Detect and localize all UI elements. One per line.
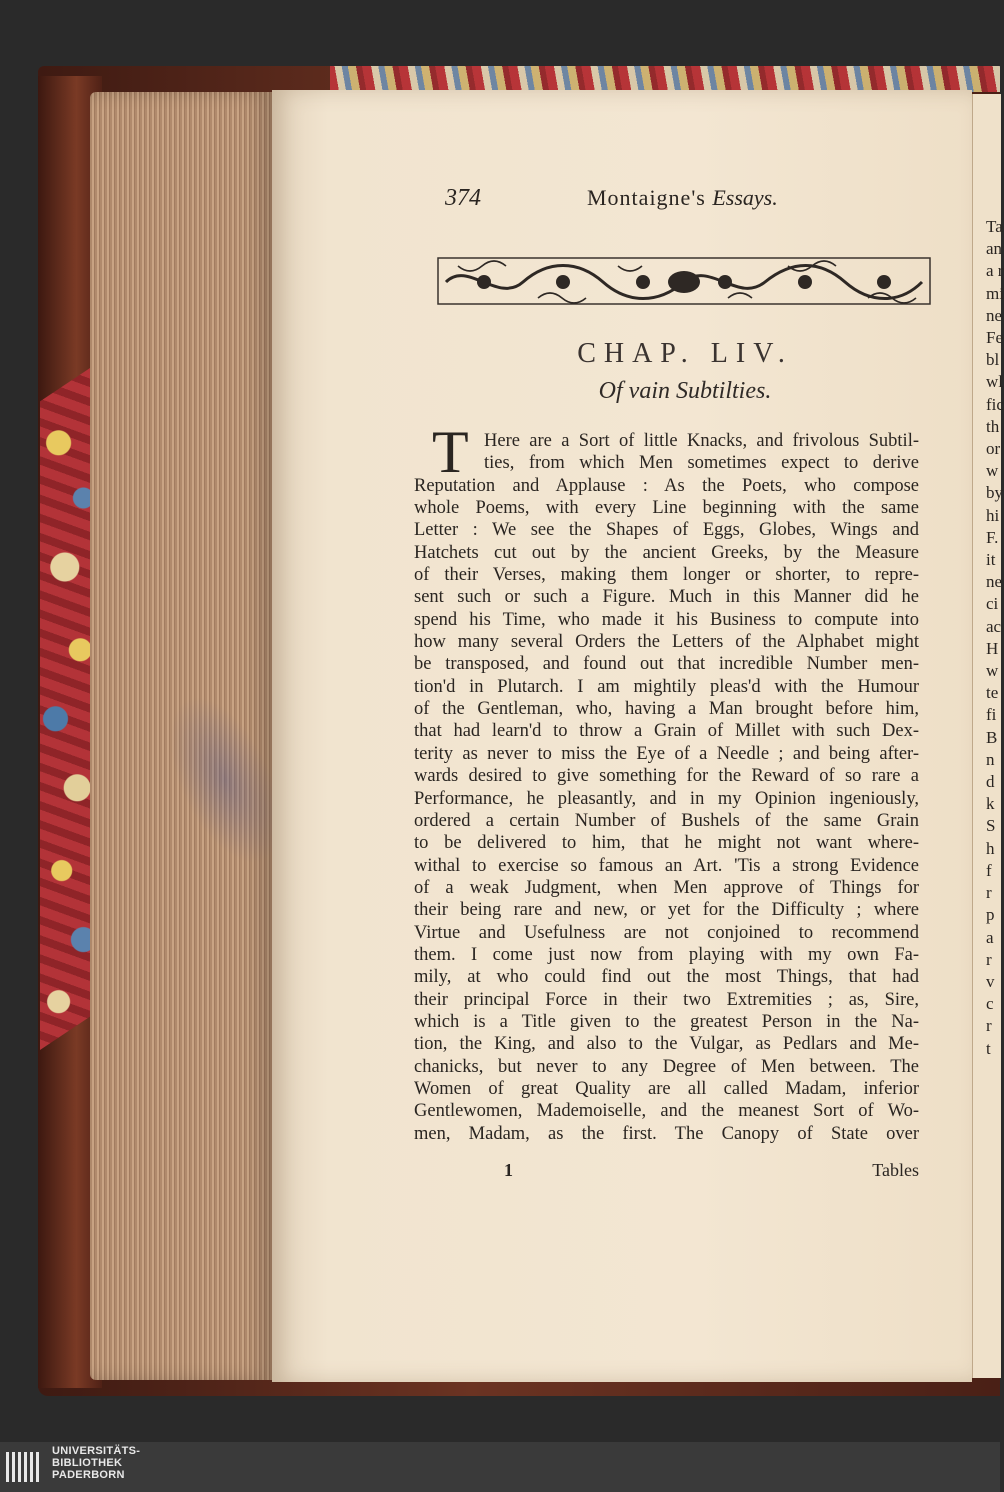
text-line: which is a Title given to the greatest Person in the Na- xyxy=(414,1011,919,1032)
facing-page-fragment: n xyxy=(986,749,995,769)
facing-page-fragment: r xyxy=(986,1016,992,1036)
facing-page-fragment: w xyxy=(986,661,999,681)
facing-page-fragment: r xyxy=(986,949,992,969)
facing-page-fragment: Fe xyxy=(986,328,1003,348)
text-line: Gentlewomen, Mademoiselle, and the meanest Sort of Wo- xyxy=(414,1101,919,1122)
library-name-line1: UNIVERSITÄTS- xyxy=(52,1445,141,1457)
facing-page-fragment: te xyxy=(986,683,999,703)
library-name-line3: PADERBORN xyxy=(52,1469,125,1481)
facing-page-fragment: ci xyxy=(986,594,999,614)
library-name xyxy=(52,1445,140,1481)
library-logo-icon xyxy=(6,1448,46,1486)
text-line: ties, from which Men sometimes expect to derive xyxy=(484,453,919,474)
facing-page-fragment: k xyxy=(986,794,995,814)
facing-page-fragment: t xyxy=(986,1038,991,1058)
facing-page-edge xyxy=(972,94,1004,1378)
facing-page-fragment: F. xyxy=(986,527,999,547)
drop-capital: T xyxy=(432,419,469,485)
text-line: Reputation and Applause : As the Poets, who compose xyxy=(414,475,919,496)
facing-page-fragment: c xyxy=(986,994,994,1014)
facing-page-fragment: it xyxy=(986,550,996,570)
text-line: tion'd in Plutarch. I am mightily pleas'd with the Humour xyxy=(414,676,919,697)
facing-page-fragment: hi xyxy=(986,505,1000,525)
text-line: Performance, he pleasantly, and in my Opinion ingeniously, xyxy=(414,788,919,809)
text-line: terity as never to miss the Eye of a Needle ; and being after- xyxy=(414,743,919,764)
facing-page-fragment: S xyxy=(986,816,996,836)
text-line: spend his Time, who made it his Business to compute into xyxy=(414,609,919,630)
text-line: to be delivered to him, that he might not want where- xyxy=(414,833,919,854)
signature-mark: 1 xyxy=(504,1160,513,1180)
chapter-title: Of vain Subtilties. xyxy=(598,378,772,404)
facing-page-fragment: w xyxy=(986,461,999,481)
facing-page-fragment: ne xyxy=(986,572,1003,592)
running-title xyxy=(587,185,778,211)
facing-page-fragment: ac xyxy=(986,616,1002,636)
facing-page-fragment: h xyxy=(986,838,995,858)
facing-page-fragment: fic xyxy=(986,394,1004,414)
facing-page-fragment: or xyxy=(986,439,1001,459)
facing-page-fragment: wl xyxy=(986,372,1003,392)
facing-page-fragment: r xyxy=(986,883,992,903)
page-number: 374 xyxy=(445,185,481,211)
facing-page-fragment: f xyxy=(986,860,992,880)
facing-page-fragment: v xyxy=(986,971,995,991)
facing-page-fragment: bl xyxy=(986,350,1000,370)
facing-page-fragment: by xyxy=(986,483,1003,503)
text-line: their principal Force in their two Extremities ; as, Sire, xyxy=(414,989,919,1010)
running-title-author: Montaigne's xyxy=(587,185,706,210)
catchword: Tables xyxy=(872,1160,919,1180)
facing-page-fragment: an xyxy=(986,239,1003,259)
text-line: Virtue and Usefulness are not conjoined to recommend xyxy=(414,922,919,943)
text-line: chanicks, but never to any Degree of Men between. The xyxy=(414,1056,919,1077)
text-line: wards desired to give something for the Reward of so rare a xyxy=(414,766,919,787)
text-line: sent such or such a Figure. Much in this Manner did he xyxy=(414,587,919,608)
text-line: of the Gentleman, who, having a Man brought before him, xyxy=(414,699,919,720)
facing-page-fragment: a xyxy=(986,927,994,947)
text-line: of their Verses, making them longer or shorter, to repre- xyxy=(414,565,919,586)
text-line: be transposed, and found out that incredible Number men- xyxy=(414,654,919,675)
text-line: ordered a certain Number of Bushels of the same Grain xyxy=(414,810,919,831)
text-line: whole Poems, with every Line beginning with the same xyxy=(414,498,919,519)
facing-page-fragment: H xyxy=(986,638,999,658)
facing-page-fragment: B xyxy=(986,727,998,747)
page-footer xyxy=(414,1160,919,1186)
running-header xyxy=(445,183,845,217)
text-line: of a weak Judgment, when Men approve of Things for xyxy=(414,877,919,898)
chapter-number: CHAP. LIV. xyxy=(577,338,793,369)
marbled-endpaper-top xyxy=(330,66,1000,92)
facing-page-fragments xyxy=(973,216,1004,1060)
text-line: Letter : We see the Shapes of Eggs, Globes, Wings and xyxy=(414,520,919,541)
facing-page-fragment: Ta xyxy=(986,217,1003,236)
library-name-line2: BIBLIOTHEK xyxy=(52,1457,123,1469)
headpiece-ornament xyxy=(438,252,930,310)
text-line: men, Madam, as the first. The Canopy of State over xyxy=(414,1123,919,1144)
facing-page-fragment: d xyxy=(986,772,995,792)
text-line: them. I come just now from playing with my own Fa- xyxy=(414,944,919,965)
facing-page-fragment: ne xyxy=(986,305,1003,325)
running-title-work: Essays. xyxy=(712,185,778,210)
facing-page-fragment: th xyxy=(986,416,1000,436)
text-line: their being rare and new, or yet for the Difficulty ; where xyxy=(414,900,919,921)
facing-page-fragment: fi xyxy=(986,705,997,725)
text-line: how many several Orders the Letters of the Alphabet might xyxy=(414,632,919,653)
facing-page-fragment: mi xyxy=(986,283,1004,303)
facing-page-fragment: a r xyxy=(986,261,1004,281)
text-line: withal to exercise so famous an Art. 'Tis a strong Evidence xyxy=(414,855,919,876)
body-text xyxy=(414,430,919,1145)
text-line: Women of great Quality are all called Madam, inferior xyxy=(414,1078,919,1099)
text-line: tion, the King, and also to the Vulgar, as Pedlars and Me- xyxy=(414,1034,919,1055)
facing-page-fragment: p xyxy=(986,905,995,925)
library-footer-bar xyxy=(0,1442,1000,1492)
text-line: Here are a Sort of little Knacks, and frivolous Subtil- xyxy=(484,431,919,451)
text-line: mily, at who could find out the most Things, that had xyxy=(414,967,919,988)
text-line: Hatchets cut out by the ancient Greeks, by the Measure xyxy=(414,542,919,563)
text-line: that had learn'd to throw a Grain of Millet with such Dex- xyxy=(414,721,919,742)
